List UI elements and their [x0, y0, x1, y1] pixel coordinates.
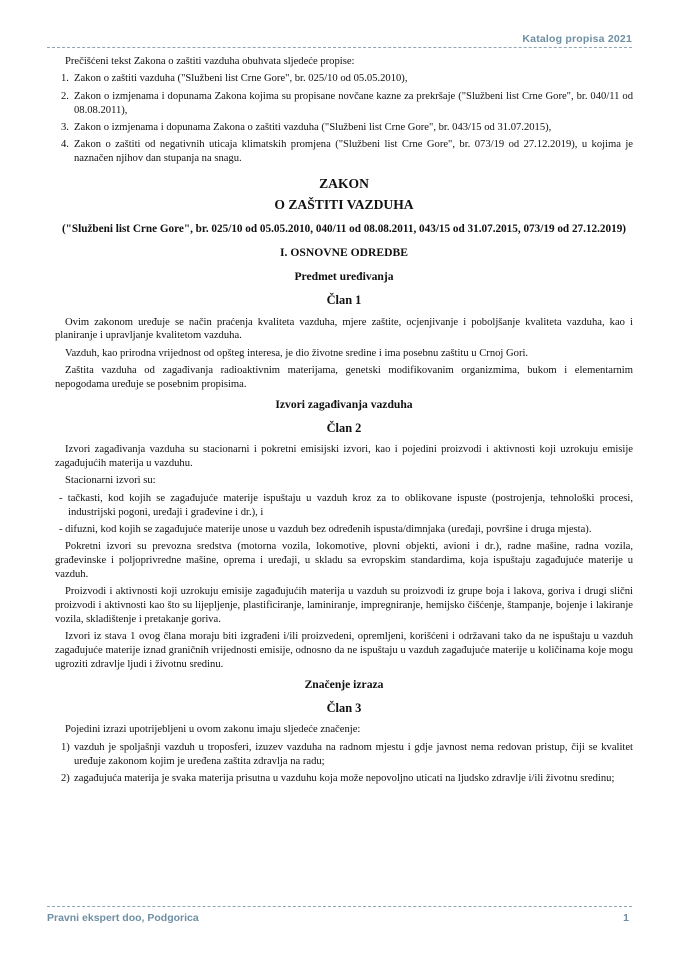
definition-text: vazduh je spoljašnji vazduh u troposferi, izuzev vazduha na radnom mjestu i gdje javnost nema redovan pristup, čiji se kvalitet uređuje zakonom kojim je uređena zaštita zdravlja na radu; [74, 741, 633, 767]
paragraph: Stacionarni izvori su: [65, 475, 156, 487]
intro-item-number: 1. [61, 73, 69, 85]
law-heading: ZAKON [319, 175, 369, 191]
part-title: I. OSNOVNE ODREDBE [280, 246, 408, 260]
intro-item [55, 121, 633, 135]
intro-item-number: 3. [61, 121, 69, 133]
paragraph: Ovim zakonom uređuje se način praćenja kvaliteta vazduha, mjere zaštite, ocjenjivanje i poboljšanje kvaliteta vazduha, kao i planiranje i upravljanje kvalitetom vazduha. [55, 316, 633, 342]
footer-publisher: Pravni ekspert doo, Podgorica [47, 912, 199, 924]
paragraph: Proizvodi i aktivnosti koji uzrokuju emisije zagađujućih materija u vazduh su proizvodi iz grupe boja i lakova, goriva i drugi slični proizvodi i aktivnosti kao što su lijepljenje, plastificiranje, laminiranje, impregniranje, hemijsko čišćenje, štampanje, bojenje i lakiranje vozila, skladištenje i pretakanje goriva. [55, 586, 633, 626]
section-title-izvori: Izvori zagađivanja vazduha [275, 397, 413, 411]
dash-list-item: - tačkasti, kod kojih se zagađujuće materije ispuštaju u vazduh kroz za to oblikovane ispuste (postrojenja, tehnološki procesi, industrijski pogoni, uređaji i građevine i dr.), i [59, 492, 633, 518]
intro-item-text: Zakon o zaštiti vazduha ("Službeni list Crne Gore", br. 025/10 od 05.05.2010), [74, 73, 408, 85]
intro-item-text: Zakon o zaštiti od negativnih uticaja klimatskih promjena ("Službeni list Crne Gore", br. 073/19 od 27.12.2019), u kojima je naznačen njihov dan stupanja na snagu. [74, 139, 633, 165]
header-rule [47, 47, 632, 48]
article-heading-1: Član 1 [326, 292, 362, 307]
footer-page-number: 1 [623, 912, 629, 924]
paragraph: Pokretni izvori su prevozna sredstva (motorna vozila, lokomotive, plovni objekti, avioni i dr.), radne mašine, radna vozila, građevinske i poljoprivredne mašine, oprema i uređaji, u skladu sa evropskim standardima, koja ispuštaju zagađujuće materije u vazduh. [55, 541, 633, 581]
definition-item [55, 741, 633, 769]
intro-item-number: 2. [61, 90, 69, 102]
paragraph: Pojedini izrazi upotrijebljeni u ovom zakonu imaju sljedeće značenje: [65, 724, 361, 736]
law-title: O ZAŠTITI VAZDUHA [274, 196, 414, 212]
paragraph: Zaštita vazduha od zagađivanja radioaktivnim materijama, genetski modifikovanim organizmima, bukom i elementarnim nepogodama uređuje se posebnim propisima. [55, 365, 633, 390]
intro-item [55, 90, 633, 118]
dash-list-item: - difuzni, kod kojih se zagađujuće materije unose u vazduh bez određenih ispusta/dimnjaka (uređaji, površine i druga mjesta). [59, 524, 592, 536]
law-gazette-reference: ("Službeni list Crne Gore", br. 025/10 od 05.05.2010, 040/11 od 08.08.2011, 043/15 od 31.07.2015, 073/19 od 27.12.2019) [61, 222, 627, 235]
paragraph: Izvori zagađivanja vazduha su stacionarni i pokretni emisijski izvori, kao i pojedini proizvodi i aktivnosti koji uzrokuju emisije zagađujućih materija u vazduhu. [55, 444, 633, 470]
article-heading-2: Član 2 [326, 420, 362, 435]
intro-item-text: Zakon o izmjenama i dopunama Zakona kojima su propisane novčane kazne za prekršaje ("Službeni list Crne Gore", br. 040/11 od 08.08.2011), [74, 90, 633, 116]
intro-item-text: Zakon o izmjenama i dopunama Zakona o zaštiti vazduha ("Službeni list Crne Gore", br. 043/15 od 31.07.2015), [74, 121, 552, 133]
intro-item [55, 72, 633, 86]
definition-number: 2) [61, 772, 70, 784]
definition-number: 1) [61, 741, 70, 753]
header-catalog-title: Katalog propisa 2021 [522, 33, 632, 45]
section-title-znacenje: Značenje izraza [304, 677, 384, 691]
footer-rule [47, 906, 632, 907]
intro-item-number: 4. [61, 139, 69, 151]
section-title-predmet: Predmet uređivanja [294, 269, 394, 283]
document-body [55, 55, 633, 789]
intro-item [55, 138, 633, 166]
paragraph: Vazduh, kao prirodna vrijednost od opšteg interesa, je dio životne sredine i ima posebnu zaštitu u Crnoj Gori. [65, 347, 529, 359]
definition-text: zagađujuća materija je svaka materija prisutna u vazduhu koja može nepovoljno uticati na ljudsko zdravlje i/ili životnu sredinu; [74, 772, 615, 784]
article-heading-3: Član 3 [326, 700, 362, 715]
definition-item [55, 772, 633, 786]
intro-lead: Prečišćeni tekst Zakona o zaštiti vazduha obuhvata sljedeće propise: [65, 56, 355, 67]
paragraph: Izvori iz stava 1 ovog člana moraju biti izgrađeni i/ili proizvedeni, opremljeni, korišćeni i održavani tako da ne ispuštaju u vazduh zagađujuće materije iznad graničnih vrijednosti emisije, odnosno da ne ispuštaju u vazduh zagađujuće materije u količinama koje mogu ugroziti zdravlje ljudi i životnu sredinu. [55, 631, 633, 671]
